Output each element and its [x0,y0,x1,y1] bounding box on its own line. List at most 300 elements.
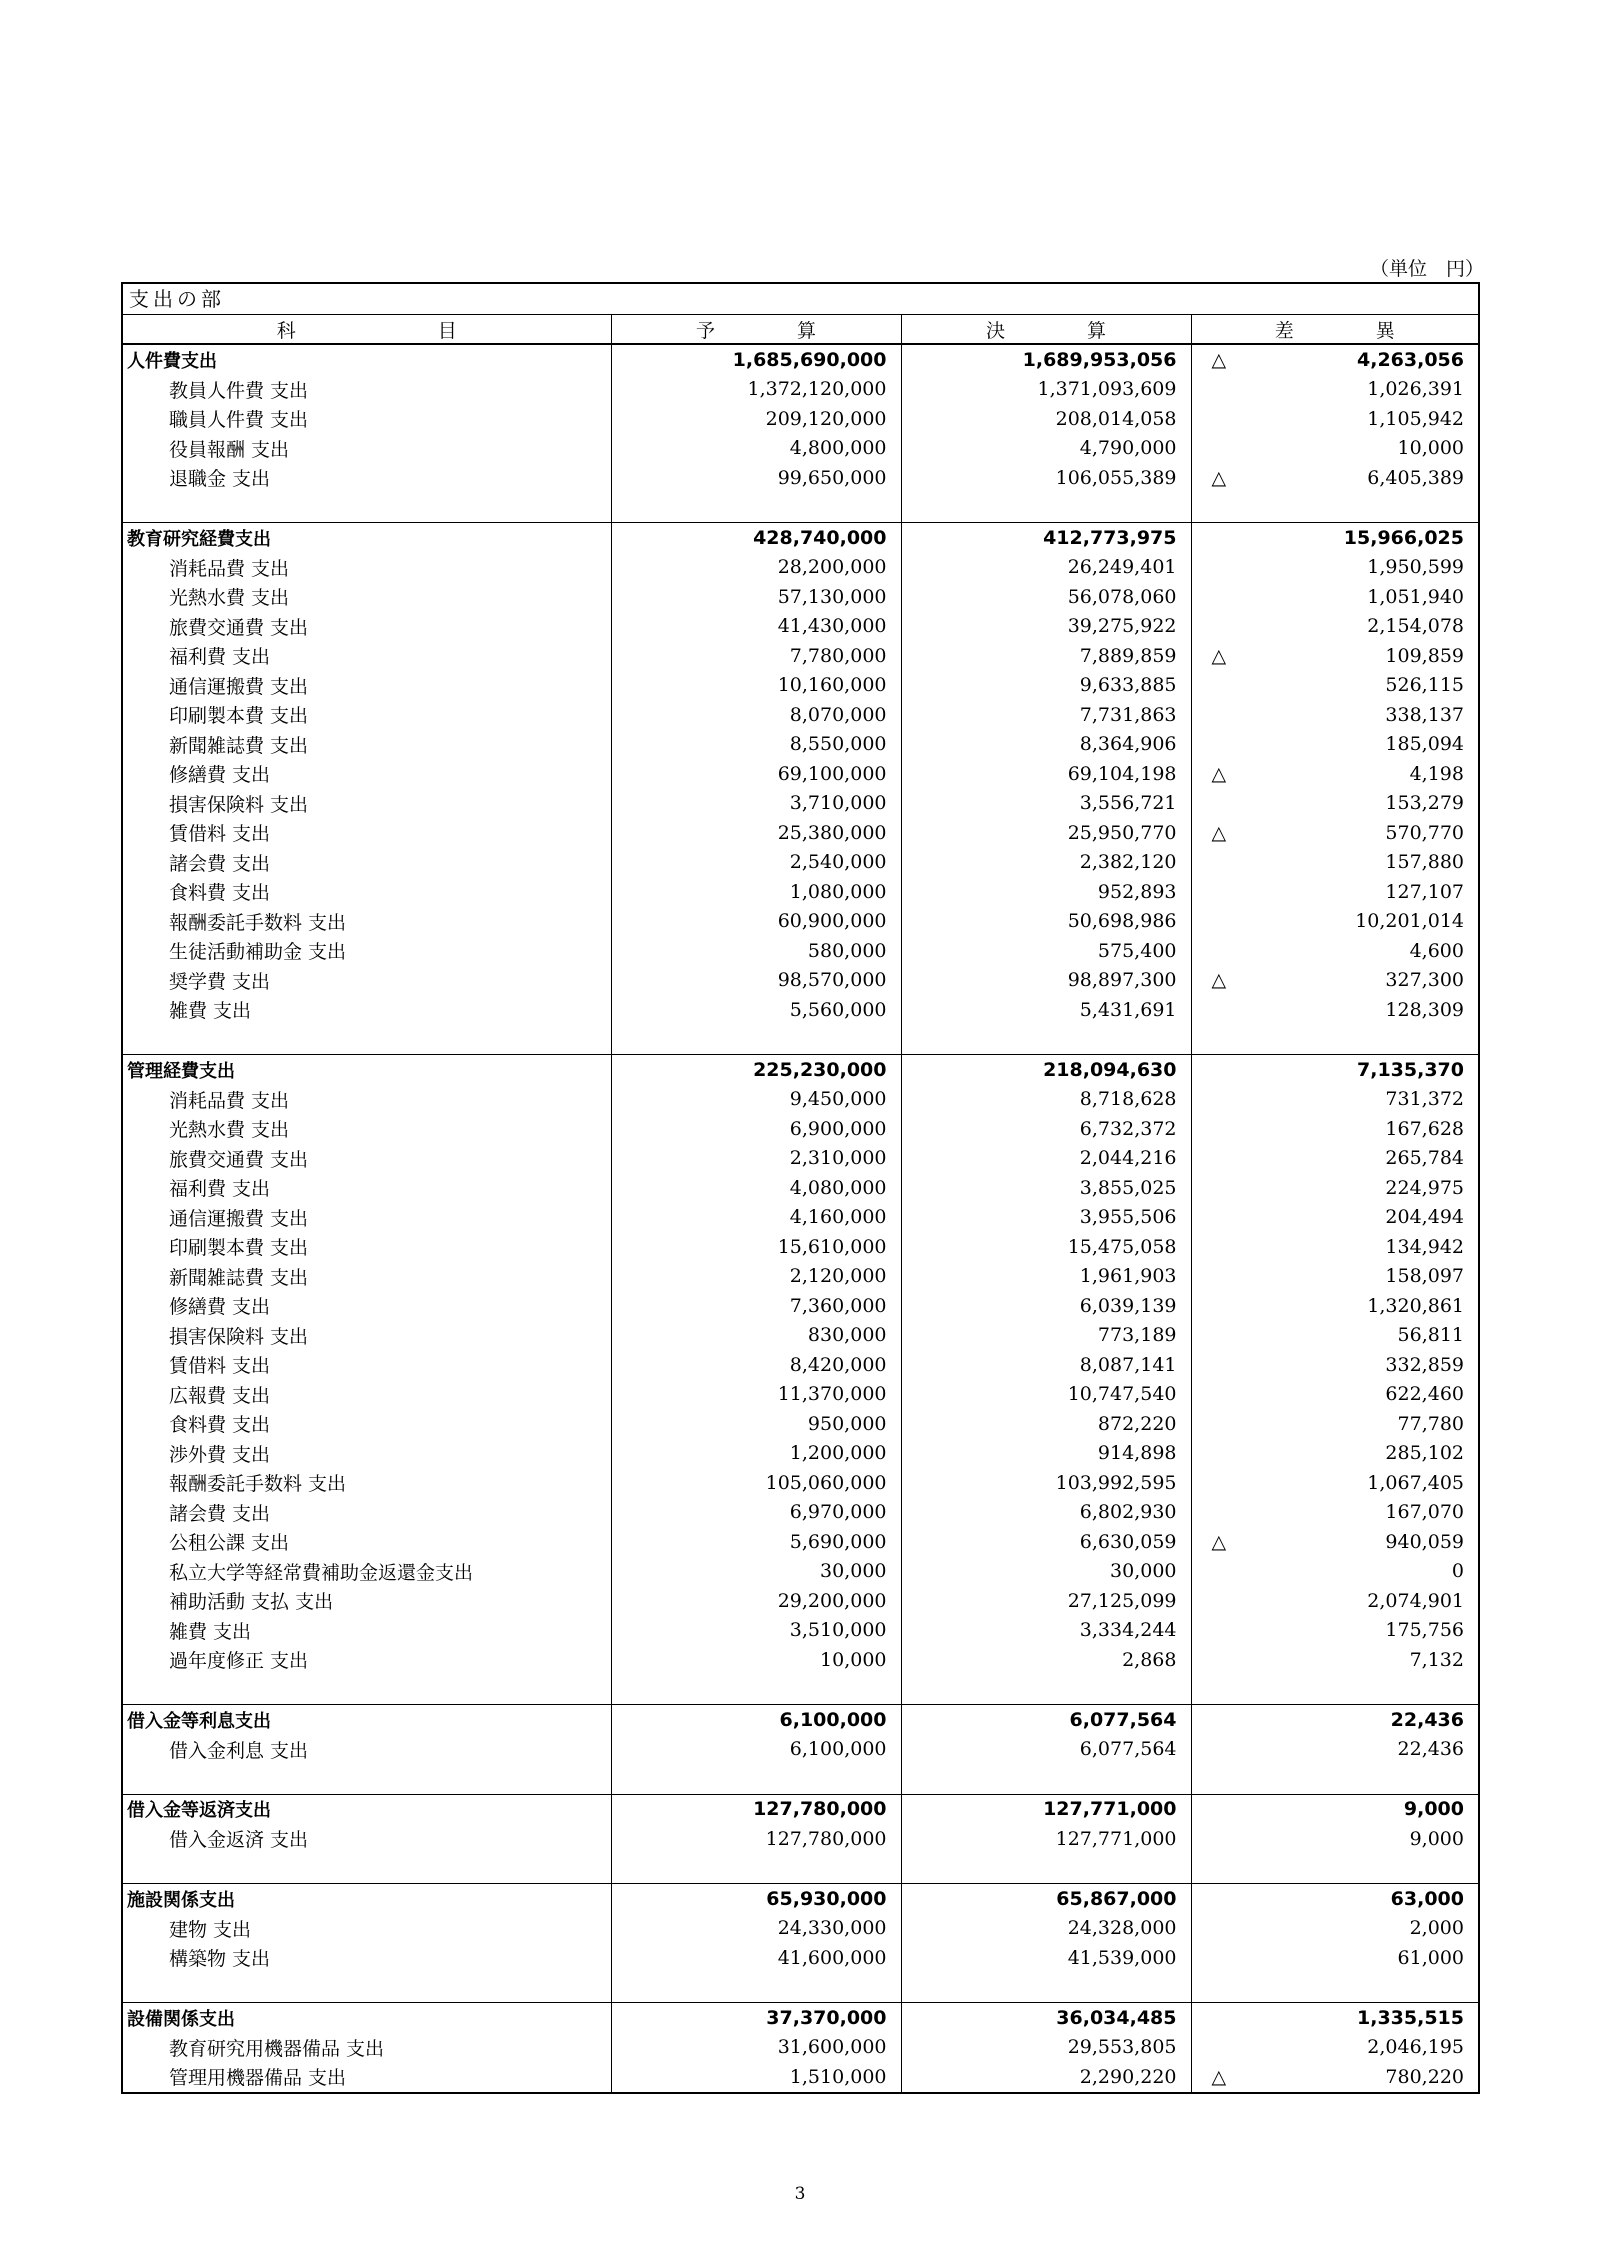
item-row [123,1409,1478,1439]
budget-value: 4,800,000 [611,434,901,464]
actual-value: 6,077,564 [901,1735,1191,1765]
spacer-cell [611,493,901,523]
budget-value: 1,200,000 [611,1439,901,1469]
actual-value: 10,747,540 [901,1380,1191,1410]
actual-value: 29,553,805 [901,2033,1191,2063]
negative-marker: △ [1211,644,1227,667]
budget-value: 6,100,000 [611,1735,901,1765]
budget-value: 8,550,000 [611,730,901,760]
item-row [123,789,1478,819]
actual-value: 208,014,058 [901,404,1191,434]
diff-cell [1191,1705,1478,1735]
actual-value: 9,633,885 [901,671,1191,701]
item-name: 食料費 支出 [123,1409,611,1439]
diff-cell [1191,1645,1478,1675]
item-row [123,1380,1478,1410]
diff-value: 153,279 [1385,792,1464,815]
item-row [123,582,1478,612]
diff-value: 1,950,599 [1367,556,1464,579]
category-row [123,1794,1478,1824]
item-row [123,1914,1478,1944]
item-name: 公租公課 支出 [123,1527,611,1557]
spacer-cell [611,1025,901,1055]
diff-cell [1191,1321,1478,1351]
diff-cell [1191,404,1478,434]
diff-value: 1,051,940 [1367,585,1464,608]
actual-value: 69,104,198 [901,759,1191,789]
category-name: 管理経費支出 [123,1055,611,1085]
header-budget-1: 予 [696,319,716,342]
diff-value: 10,000 [1397,437,1464,460]
actual-value: 952,893 [901,877,1191,907]
actual-value: 50,698,986 [901,907,1191,937]
diff-cell [1191,848,1478,878]
budget-value: 98,570,000 [611,966,901,996]
actual-value: 2,290,220 [901,2062,1191,2092]
diff-cell [1191,1914,1478,1944]
diff-cell [1191,463,1478,493]
diff-value: 1,320,861 [1367,1294,1464,1317]
item-row [123,2033,1478,2063]
budget-value: 99,650,000 [611,463,901,493]
item-row [123,1350,1478,1380]
diff-value: 338,137 [1385,703,1464,726]
actual-value: 2,382,120 [901,848,1191,878]
diff-value: 7,132 [1409,1648,1464,1671]
budget-table [123,315,1478,2092]
diff-value: 265,784 [1385,1147,1464,1170]
diff-cell [1191,2033,1478,2063]
diff-value: 6,405,389 [1367,466,1464,489]
spacer-cell [123,1764,611,1794]
diff-cell [1191,1527,1478,1557]
actual-value: 1,689,953,056 [901,344,1191,375]
budget-value: 4,080,000 [611,1173,901,1203]
budget-value: 31,600,000 [611,2033,901,2063]
actual-value: 39,275,922 [901,612,1191,642]
header-item-1: 科 [276,319,296,342]
budget-value: 6,970,000 [611,1498,901,1528]
diff-value: 2,000 [1409,1917,1464,1940]
unit-label: （単位 円） [1370,258,1485,280]
spacer-cell [1191,1675,1478,1705]
spacer-cell [901,493,1191,523]
diff-cell [1191,1735,1478,1765]
item-row [123,1262,1478,1292]
diff-value: 285,102 [1385,1442,1464,1465]
category-row [123,2003,1478,2033]
actual-value: 15,475,058 [901,1232,1191,1262]
budget-value: 25,380,000 [611,818,901,848]
item-name: 通信運搬費 支出 [123,671,611,701]
item-row [123,434,1478,464]
spacer-cell [123,493,611,523]
item-name: 修繕費 支出 [123,1291,611,1321]
diff-value: 158,097 [1385,1265,1464,1288]
section-label: 支出の部 [123,284,1478,315]
spacer-row [123,493,1478,523]
diff-cell [1191,789,1478,819]
diff-value: 4,600 [1409,939,1464,962]
actual-value: 26,249,401 [901,553,1191,583]
spacer-cell [1191,1025,1478,1055]
item-row [123,759,1478,789]
spacer-cell [611,1675,901,1705]
negative-marker: △ [1211,1530,1227,1553]
budget-value: 6,100,000 [611,1705,901,1735]
budget-value: 9,450,000 [611,1085,901,1115]
diff-cell [1191,1616,1478,1646]
spacer-row [123,1675,1478,1705]
diff-cell [1191,1291,1478,1321]
actual-value: 8,718,628 [901,1085,1191,1115]
budget-value: 2,120,000 [611,1262,901,1292]
item-row [123,1173,1478,1203]
diff-cell [1191,966,1478,996]
item-row [123,877,1478,907]
diff-cell [1191,1144,1478,1174]
budget-value: 10,000 [611,1645,901,1675]
diff-cell [1191,671,1478,701]
diff-value: 622,460 [1385,1383,1464,1406]
item-name: 借入金利息 支出 [123,1735,611,1765]
spacer-cell [611,1854,901,1884]
spacer-cell [901,1675,1191,1705]
item-row [123,2062,1478,2092]
diff-value: 185,094 [1385,733,1464,756]
actual-value: 575,400 [901,936,1191,966]
item-row [123,1144,1478,1174]
budget-value: 2,310,000 [611,1144,901,1174]
budget-value: 6,900,000 [611,1114,901,1144]
negative-marker: △ [1211,2065,1227,2088]
diff-value: 1,026,391 [1367,378,1464,401]
item-row [123,1439,1478,1469]
negative-marker: △ [1211,466,1227,489]
item-name: 管理用機器備品 支出 [123,2062,611,2092]
diff-value: 780,220 [1385,2065,1464,2088]
diff-cell [1191,1943,1478,1973]
item-name: 奨学費 支出 [123,966,611,996]
budget-value: 60,900,000 [611,907,901,937]
diff-value: 4,198 [1409,762,1464,785]
diff-cell [1191,434,1478,464]
diff-cell [1191,1439,1478,1469]
actual-value: 25,950,770 [901,818,1191,848]
item-row [123,1468,1478,1498]
item-row [123,966,1478,996]
item-row [123,848,1478,878]
actual-value: 27,125,099 [901,1586,1191,1616]
item-name: 光熱水費 支出 [123,1114,611,1144]
spacer-cell [123,1854,611,1884]
diff-value: 1,067,405 [1367,1471,1464,1494]
item-name: 渉外費 支出 [123,1439,611,1469]
header-actual [901,315,1191,344]
header-diff-2: 異 [1375,319,1395,342]
item-name: 光熱水費 支出 [123,582,611,612]
budget-value: 428,740,000 [611,523,901,553]
diff-cell [1191,1114,1478,1144]
item-row [123,1114,1478,1144]
diff-value: 22,436 [1397,1738,1464,1761]
item-name: 福利費 支出 [123,1173,611,1203]
item-row [123,1291,1478,1321]
actual-value: 56,078,060 [901,582,1191,612]
budget-value: 127,780,000 [611,1794,901,1824]
item-row [123,1735,1478,1765]
category-name: 借入金等利息支出 [123,1705,611,1735]
diff-cell [1191,995,1478,1025]
actual-value: 103,992,595 [901,1468,1191,1498]
category-row [123,1884,1478,1914]
item-row [123,1943,1478,1973]
header-actual-1: 決 [986,319,1006,342]
category-row [123,1705,1478,1735]
budget-value: 8,420,000 [611,1350,901,1380]
diff-value: 4,263,056 [1357,348,1464,371]
spacer-cell [901,1025,1191,1055]
item-name: 消耗品費 支出 [123,1085,611,1115]
diff-cell [1191,344,1478,375]
item-row [123,612,1478,642]
item-name: 賃借料 支出 [123,1350,611,1380]
budget-value: 3,510,000 [611,1616,901,1646]
actual-value: 127,771,000 [901,1824,1191,1854]
spacer-cell [1191,493,1478,523]
item-name: 職員人件費 支出 [123,404,611,434]
budget-value: 10,160,000 [611,671,901,701]
spacer-cell [123,1675,611,1705]
budget-value: 57,130,000 [611,582,901,612]
diff-value: 224,975 [1385,1176,1464,1199]
header-item [123,315,611,344]
actual-value: 2,044,216 [901,1144,1191,1174]
diff-value: 63,000 [1390,1887,1464,1910]
diff-cell [1191,936,1478,966]
diff-value: 7,135,370 [1357,1058,1464,1081]
diff-value: 570,770 [1385,821,1464,844]
diff-value: 77,780 [1397,1412,1464,1435]
diff-cell [1191,2003,1478,2033]
actual-value: 3,556,721 [901,789,1191,819]
budget-value: 2,540,000 [611,848,901,878]
diff-value: 167,628 [1385,1117,1464,1140]
budget-value: 1,685,690,000 [611,344,901,375]
actual-value: 6,732,372 [901,1114,1191,1144]
item-row [123,375,1478,405]
budget-value: 580,000 [611,936,901,966]
category-row [123,1055,1478,1085]
diff-cell [1191,1409,1478,1439]
negative-marker: △ [1211,348,1227,371]
budget-value: 7,780,000 [611,641,901,671]
actual-value: 65,867,000 [901,1884,1191,1914]
diff-value: 1,335,515 [1357,2006,1464,2029]
diff-cell [1191,1498,1478,1528]
header-budget-2: 算 [796,319,816,342]
actual-value: 127,771,000 [901,1794,1191,1824]
item-name: 広報費 支出 [123,1380,611,1410]
spacer-cell [901,1854,1191,1884]
item-name: 福利費 支出 [123,641,611,671]
diff-value: 157,880 [1385,851,1464,874]
budget-value: 1,372,120,000 [611,375,901,405]
header-budget [611,315,901,344]
budget-value: 225,230,000 [611,1055,901,1085]
budget-value: 127,780,000 [611,1824,901,1854]
item-name: 私立大学等経常費補助金返還金支出 [123,1557,611,1587]
diff-value: 9,000 [1409,1827,1464,1850]
budget-value: 950,000 [611,1409,901,1439]
item-row [123,671,1478,701]
actual-value: 6,630,059 [901,1527,1191,1557]
diff-cell [1191,1173,1478,1203]
header-row [123,315,1478,344]
item-row [123,553,1478,583]
negative-marker: △ [1211,969,1227,992]
budget-value: 4,160,000 [611,1203,901,1233]
actual-value: 7,889,859 [901,641,1191,671]
item-row [123,936,1478,966]
actual-value: 6,077,564 [901,1705,1191,1735]
actual-value: 30,000 [901,1557,1191,1587]
budget-value: 37,370,000 [611,2003,901,2033]
spacer-cell [123,1973,611,2003]
item-row [123,1586,1478,1616]
item-name: 雑費 支出 [123,1616,611,1646]
actual-value: 24,328,000 [901,1914,1191,1944]
actual-value: 872,220 [901,1409,1191,1439]
diff-value: 175,756 [1385,1619,1464,1642]
diff-value: 56,811 [1397,1324,1464,1347]
item-row [123,730,1478,760]
actual-value: 5,431,691 [901,995,1191,1025]
item-name: 報酬委託手数料 支出 [123,1468,611,1498]
item-name: 退職金 支出 [123,463,611,493]
actual-value: 98,897,300 [901,966,1191,996]
diff-cell [1191,1232,1478,1262]
item-row [123,1645,1478,1675]
diff-cell [1191,523,1478,553]
item-row [123,1824,1478,1854]
actual-value: 36,034,485 [901,2003,1191,2033]
budget-value: 24,330,000 [611,1914,901,1944]
item-name: 構築物 支出 [123,1943,611,1973]
spacer-cell [611,1973,901,2003]
header-item-2: 目 [437,319,457,342]
budget-value: 15,610,000 [611,1232,901,1262]
diff-cell [1191,730,1478,760]
diff-cell [1191,1794,1478,1824]
item-name: 新聞雑誌費 支出 [123,730,611,760]
item-row [123,1557,1478,1587]
diff-value: 10,201,014 [1355,910,1464,933]
budget-value: 29,200,000 [611,1586,901,1616]
item-row [123,1232,1478,1262]
item-name: 教育研究用機器備品 支出 [123,2033,611,2063]
budget-value: 3,710,000 [611,789,901,819]
diff-cell [1191,877,1478,907]
item-row [123,700,1478,730]
diff-cell [1191,818,1478,848]
diff-value: 61,000 [1397,1946,1464,1969]
budget-value: 1,080,000 [611,877,901,907]
diff-cell [1191,375,1478,405]
actual-value: 1,961,903 [901,1262,1191,1292]
diff-value: 327,300 [1385,969,1464,992]
item-name: 諸会費 支出 [123,1498,611,1528]
item-name: 教員人件費 支出 [123,375,611,405]
item-name: 食料費 支出 [123,877,611,907]
spacer-row [123,1973,1478,2003]
spacer-cell [901,1764,1191,1794]
diff-value: 940,059 [1385,1530,1464,1553]
item-name: 生徒活動補助金 支出 [123,936,611,966]
diff-value: 731,372 [1385,1088,1464,1111]
item-name: 修繕費 支出 [123,759,611,789]
item-name: 補助活動 支払 支出 [123,1586,611,1616]
actual-value: 3,855,025 [901,1173,1191,1203]
actual-value: 106,055,389 [901,463,1191,493]
actual-value: 412,773,975 [901,523,1191,553]
budget-value: 8,070,000 [611,700,901,730]
budget-value: 11,370,000 [611,1380,901,1410]
diff-cell [1191,553,1478,583]
diff-cell [1191,582,1478,612]
item-name: 旅費交通費 支出 [123,1144,611,1174]
actual-value: 218,094,630 [901,1055,1191,1085]
diff-cell [1191,1350,1478,1380]
header-diff [1191,315,1478,344]
item-name: 旅費交通費 支出 [123,612,611,642]
diff-cell [1191,907,1478,937]
item-row [123,1616,1478,1646]
actual-value: 41,539,000 [901,1943,1191,1973]
spacer-cell [611,1764,901,1794]
actual-value: 1,371,093,609 [901,375,1191,405]
actual-value: 6,802,930 [901,1498,1191,1528]
negative-marker: △ [1211,762,1227,785]
diff-value: 128,309 [1385,998,1464,1021]
actual-value: 914,898 [901,1439,1191,1469]
item-name: 過年度修正 支出 [123,1645,611,1675]
page-number: 3 [794,2184,806,2204]
item-name: 印刷製本費 支出 [123,700,611,730]
item-name: 雑費 支出 [123,995,611,1025]
actual-value: 8,364,906 [901,730,1191,760]
header-actual-2: 算 [1086,319,1106,342]
diff-value: 526,115 [1385,674,1464,697]
diff-cell [1191,1085,1478,1115]
actual-value: 8,087,141 [901,1350,1191,1380]
diff-value: 9,000 [1403,1798,1464,1821]
header-diff-1: 差 [1274,319,1294,342]
item-row [123,818,1478,848]
budget-value: 105,060,000 [611,1468,901,1498]
item-name: 通信運搬費 支出 [123,1203,611,1233]
budget-value: 30,000 [611,1557,901,1587]
diff-value: 2,046,195 [1367,2036,1464,2059]
item-name: 役員報酬 支出 [123,434,611,464]
diff-value: 134,942 [1385,1235,1464,1258]
category-name: 教育研究経費支出 [123,523,611,553]
diff-value: 127,107 [1385,880,1464,903]
actual-value: 3,955,506 [901,1203,1191,1233]
diff-value: 2,154,078 [1367,615,1464,638]
actual-value: 4,790,000 [901,434,1191,464]
diff-cell [1191,2062,1478,2092]
